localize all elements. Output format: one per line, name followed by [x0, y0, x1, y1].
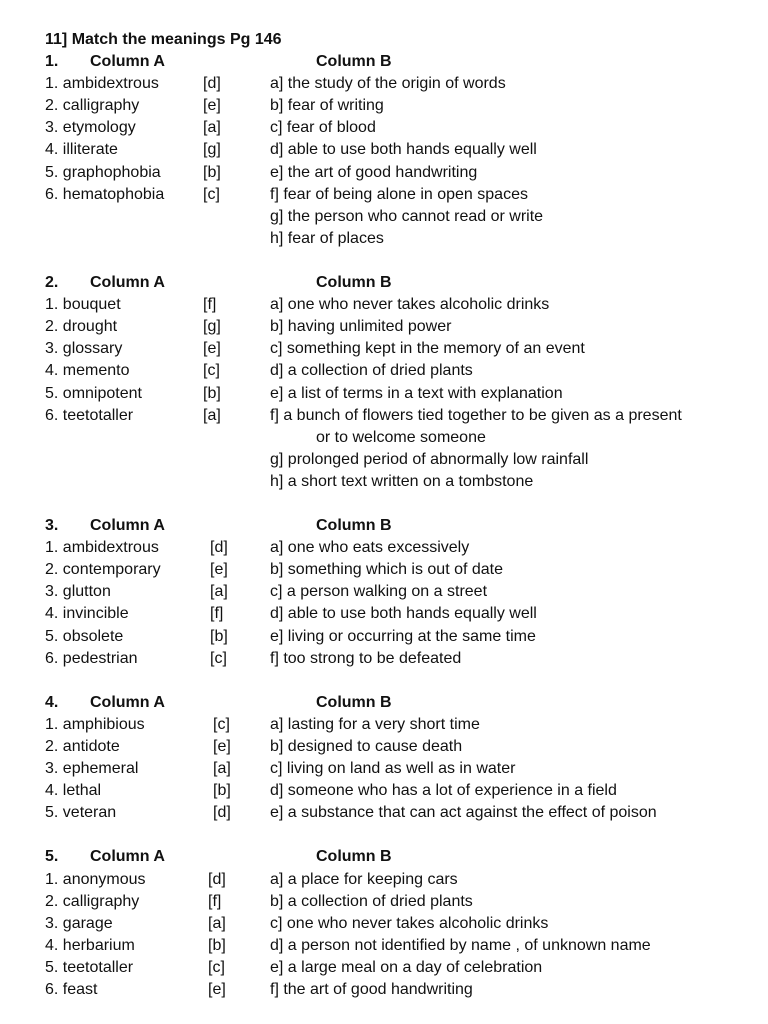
column-b-meaning: b] a collection of dried plants [270, 892, 473, 910]
section-number: 1. [45, 53, 59, 71]
match-row [0, 537, 768, 559]
term-word: pedestrian [62, 649, 138, 667]
column-a-item [45, 891, 139, 913]
column-b-meaning: a] one who never takes alcoholic drinks [270, 296, 550, 314]
column-b-meaning: d] able to use both hands equally well [270, 605, 537, 623]
column-a-item [45, 316, 117, 338]
match-sections [0, 51, 768, 1001]
match-row-continued [0, 427, 768, 449]
item-number: 6. [45, 185, 59, 203]
term-word: omnipotent [62, 384, 142, 402]
answer-key: [c] [213, 715, 230, 733]
match-row [0, 736, 768, 758]
item-number: 1. [45, 75, 59, 93]
column-b-meaning: d] someone who has a lot of experience in a field [270, 782, 617, 800]
answer-key: [a] [203, 406, 221, 424]
term-word: feast [62, 981, 98, 999]
column-a-item [45, 780, 101, 802]
term-word: veteran [62, 804, 117, 822]
term-word: anonymous [62, 870, 146, 888]
column-b-meaning: e] a large meal on a day of celebration [270, 958, 543, 976]
answer-key: [c] [208, 958, 225, 976]
column-b-meaning: e] living or occurring at the same time [270, 627, 536, 645]
column-a-heading: Column A [90, 848, 165, 866]
column-b-meaning: b] fear of writing [270, 97, 384, 115]
column-b-meaning-continued: or to welcome someone [316, 428, 486, 446]
item-number: 5. [45, 804, 59, 822]
match-row [0, 626, 768, 648]
term-word: garage [62, 914, 113, 932]
match-row [0, 471, 768, 493]
section-header [0, 515, 768, 537]
column-b-meaning: h] fear of places [270, 229, 384, 247]
match-row [0, 117, 768, 139]
column-b-meaning: c] one who never takes alcoholic drinks [270, 914, 549, 932]
column-a-item [45, 913, 113, 935]
item-number: 1. [45, 870, 59, 888]
match-row [0, 316, 768, 338]
match-row [0, 581, 768, 603]
column-b-heading: Column B [316, 53, 392, 71]
column-a-item [45, 405, 133, 427]
term-word: ambidextrous [62, 75, 159, 93]
column-a-item [45, 117, 136, 139]
item-number: 3. [45, 340, 59, 358]
column-a-item [45, 95, 139, 117]
term-word: graphophobia [62, 163, 161, 181]
item-number: 2. [45, 738, 59, 755]
term-word: calligraphy [62, 97, 140, 115]
item-number: 6. [45, 406, 59, 424]
answer-key: [e] [203, 340, 221, 358]
term-word: etymology [62, 119, 136, 137]
match-row [0, 383, 768, 405]
answer-key: [d] [210, 539, 228, 557]
column-a-item [45, 935, 135, 957]
item-number: 4. [45, 362, 59, 380]
column-b-meaning: f] a bunch of flowers tied together to be given as a present [270, 406, 682, 424]
match-row [0, 648, 768, 670]
column-a-item [45, 581, 111, 603]
column-a-heading: Column A [90, 53, 165, 71]
column-b-meaning: f] too strong to be defeated [270, 649, 462, 667]
term-word: ephemeral [62, 760, 139, 778]
answer-key: [g] [203, 141, 221, 159]
item-number: 2. [45, 892, 59, 910]
answer-key: [e] [203, 97, 221, 115]
section-header [0, 272, 768, 294]
item-number: 4. [45, 605, 59, 623]
match-row [0, 294, 768, 316]
match-section [0, 272, 768, 493]
match-row [0, 360, 768, 382]
answer-key: [c] [203, 362, 220, 380]
answer-key: [e] [210, 561, 228, 579]
column-b-meaning: a] a place for keeping cars [270, 870, 458, 888]
item-number: 5. [45, 958, 59, 976]
term-word: obsolete [62, 627, 124, 645]
column-b-meaning: a] lasting for a very short time [270, 715, 480, 733]
column-a-item [45, 294, 121, 316]
match-row [0, 758, 768, 780]
column-b-meaning: d] a person not identified by name , of unknown name [270, 936, 651, 954]
answer-key: [b] [203, 384, 221, 402]
section-header [0, 51, 768, 73]
item-number: 4. [45, 782, 59, 800]
column-a-item [45, 758, 138, 780]
column-b-meaning: c] something kept in the memory of an event [270, 340, 585, 358]
column-b-meaning: a] one who eats excessively [270, 539, 470, 557]
column-a-item [45, 714, 145, 736]
term-word: illiterate [62, 141, 118, 159]
match-section [0, 846, 768, 1001]
match-section [0, 51, 768, 250]
item-number: 1. [45, 296, 59, 314]
match-row [0, 405, 768, 427]
column-b-meaning: a] the study of the origin of words [270, 75, 506, 93]
section-header [0, 692, 768, 714]
item-number: 2. [45, 318, 59, 336]
item-number: 3. [45, 760, 59, 778]
item-number: 5. [45, 627, 59, 645]
column-a-item [45, 802, 116, 824]
match-row [0, 184, 768, 206]
match-row [0, 603, 768, 625]
column-a-item [45, 139, 118, 161]
section-number: 2. [45, 274, 59, 292]
column-b-meaning: e] a substance that can act against the effect of poison [270, 804, 657, 822]
term-word: glossary [62, 340, 123, 358]
section-number: 5. [45, 848, 59, 866]
match-row [0, 957, 768, 979]
column-a-item [45, 559, 161, 581]
column-a-item [45, 360, 130, 382]
column-b-meaning: e] a list of terms in a text with explanation [270, 384, 563, 402]
match-row [0, 891, 768, 913]
answer-key: [c] [203, 185, 220, 203]
section-number: 4. [45, 693, 59, 711]
match-row [0, 869, 768, 891]
match-row [0, 206, 768, 228]
column-b-meaning: c] fear of blood [270, 119, 376, 137]
term-word: teetotaller [62, 406, 134, 424]
match-row [0, 95, 768, 117]
column-a-item [45, 626, 123, 648]
item-number: 4. [45, 141, 59, 159]
answer-key: [f] [208, 892, 222, 910]
answer-key: [b] [213, 782, 231, 800]
item-number: 3. [45, 914, 59, 932]
match-section [0, 692, 768, 825]
column-b-heading: Column B [316, 274, 392, 292]
item-number: 6. [45, 649, 59, 667]
term-word: amphibious [62, 715, 145, 733]
column-a-item [45, 162, 161, 184]
worksheet-title: 11] Match the meanings Pg 146 [45, 31, 282, 48]
match-row [0, 714, 768, 736]
term-word: invincible [62, 605, 129, 623]
column-b-meaning: b] something which is out of date [270, 561, 504, 579]
answer-key: [c] [210, 649, 227, 667]
column-b-heading: Column B [316, 848, 392, 866]
answer-key: [b] [210, 627, 228, 645]
column-a-heading: Column A [90, 517, 165, 535]
column-a-item [45, 736, 120, 758]
column-a-item [45, 537, 159, 559]
match-row [0, 139, 768, 161]
item-number: 1. [45, 715, 59, 733]
item-number: 6. [45, 981, 59, 999]
answer-key: [a] [208, 914, 226, 932]
column-a-item [45, 869, 146, 891]
term-word: teetotaller [62, 958, 134, 976]
column-a-item [45, 383, 142, 405]
item-number: 5. [45, 384, 59, 402]
answer-key: [d] [213, 804, 231, 822]
answer-key: [a] [210, 583, 228, 601]
column-a-item [45, 338, 122, 360]
answer-key: [d] [203, 75, 221, 93]
column-a-heading: Column A [90, 693, 165, 711]
column-a-item [45, 957, 133, 979]
answer-key: [f] [210, 605, 224, 623]
column-b-meaning: h] a short text written on a tombstone [270, 472, 534, 490]
answer-key: [e] [208, 981, 226, 999]
section-header [0, 846, 768, 868]
column-b-meaning: f] the art of good handwriting [270, 981, 473, 999]
answer-key: [d] [208, 870, 226, 888]
item-number: 3. [45, 583, 59, 601]
answer-key: [a] [203, 119, 221, 137]
match-row [0, 449, 768, 471]
match-row [0, 802, 768, 824]
match-row [0, 228, 768, 250]
column-a-item [45, 648, 138, 670]
column-b-meaning: b] designed to cause death [270, 738, 463, 755]
column-b-meaning: c] living on land as well as in water [270, 760, 516, 778]
match-row [0, 780, 768, 802]
term-word: lethal [62, 782, 102, 800]
item-number: 1. [45, 539, 59, 557]
item-number: 5. [45, 163, 59, 181]
column-b-meaning: g] the person who cannot read or write [270, 207, 544, 225]
column-a-item [45, 73, 159, 95]
column-a-item [45, 603, 129, 625]
column-b-meaning: e] the art of good handwriting [270, 163, 478, 181]
answer-key: [b] [208, 936, 226, 954]
match-row [0, 338, 768, 360]
match-row [0, 559, 768, 581]
column-b-meaning: d] a collection of dried plants [270, 362, 473, 380]
column-a-heading: Column A [90, 274, 165, 292]
term-word: glutton [62, 583, 111, 601]
answer-key: [g] [203, 318, 221, 336]
term-word: calligraphy [62, 892, 140, 910]
column-b-meaning: f] fear of being alone in open spaces [270, 185, 528, 203]
term-word: bouquet [62, 296, 121, 314]
match-row [0, 979, 768, 1001]
column-b-heading: Column B [316, 517, 392, 535]
answer-key: [a] [213, 760, 231, 778]
term-word: antidote [62, 738, 120, 755]
answer-key: [b] [203, 163, 221, 181]
column-b-meaning: g] prolonged period of abnormally low rainfall [270, 450, 589, 468]
column-b-heading: Column B [316, 693, 392, 711]
section-number: 3. [45, 517, 59, 535]
column-a-item [45, 979, 97, 1001]
term-word: contemporary [62, 561, 161, 579]
match-section [0, 515, 768, 670]
term-word: ambidextrous [62, 539, 159, 557]
match-row [0, 913, 768, 935]
item-number: 2. [45, 97, 59, 115]
item-number: 2. [45, 561, 59, 579]
match-row [0, 73, 768, 95]
term-word: herbarium [62, 936, 135, 954]
answer-key: [f] [203, 296, 217, 314]
match-row [0, 935, 768, 957]
term-word: memento [62, 362, 130, 380]
term-word: hematophobia [62, 185, 165, 203]
column-a-item [45, 184, 164, 206]
item-number: 4. [45, 936, 59, 954]
column-b-meaning: b] having unlimited power [270, 318, 452, 336]
column-b-meaning: c] a person walking on a street [270, 583, 488, 601]
answer-key: [e] [213, 738, 231, 755]
item-number: 3. [45, 119, 59, 137]
term-word: drought [62, 318, 118, 336]
match-row [0, 162, 768, 184]
column-b-meaning: d] able to use both hands equally well [270, 141, 537, 159]
